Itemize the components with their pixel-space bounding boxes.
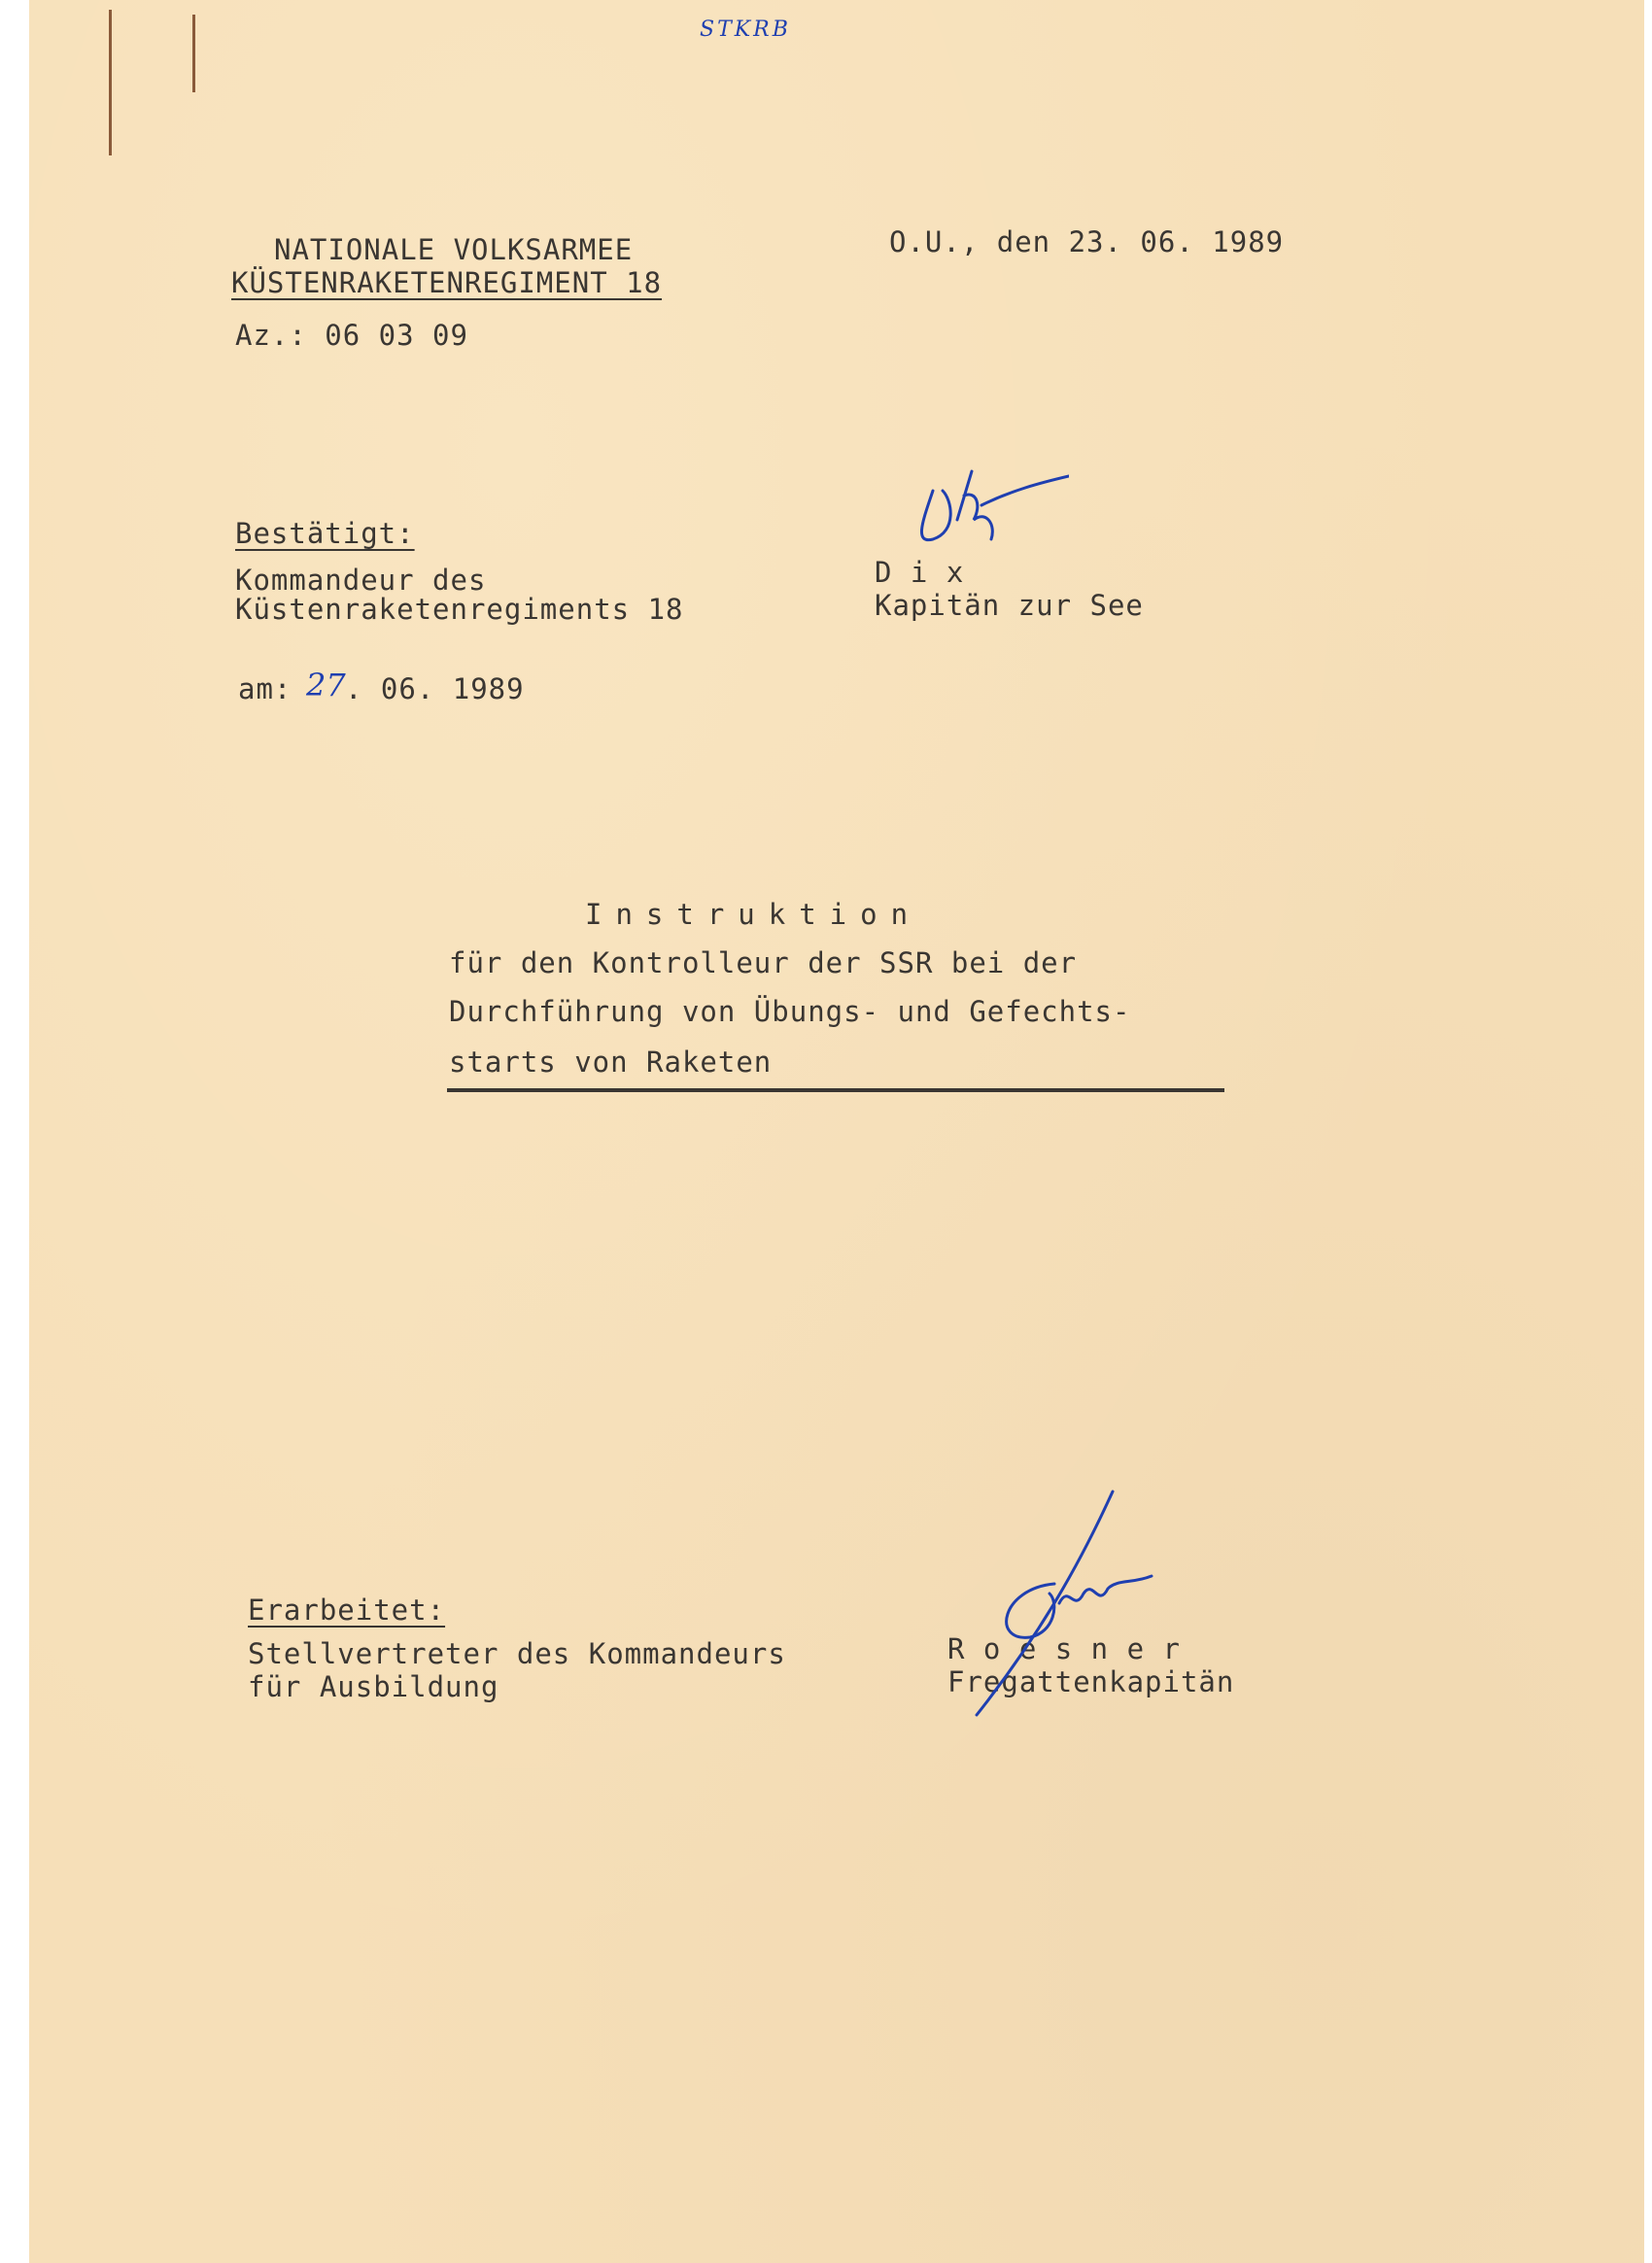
binding-mark-left [109, 10, 112, 155]
title-line3: starts von Raketen [449, 1046, 773, 1079]
title-line1: für den Kontrolleur der SSR bei der [449, 946, 1078, 979]
reference-number: Az.: 06 03 09 [235, 319, 468, 352]
prepared-name: R o e s n e r [947, 1632, 1181, 1665]
title-line2: Durchführung von Übungs- und Gefechts- [449, 995, 1131, 1028]
binding-mark-right [192, 15, 195, 92]
approval-signature [904, 462, 1069, 559]
approval-date-prefix: am: [238, 672, 293, 705]
approval-date-handwritten: 27 [306, 667, 346, 703]
prepared-role-line1: Stellvertreter des Kommandeurs [248, 1637, 786, 1670]
prepared-role-line2: für Ausbildung [248, 1670, 499, 1703]
org-line2: KÜSTENRAKETENREGIMENT 18 [231, 266, 663, 299]
prepared-rank: Fregattenkapitän [947, 1665, 1235, 1698]
approval-role-line1: Kommandeur des [235, 564, 487, 597]
org-line1: NATIONALE VOLKSARMEE [274, 233, 634, 266]
document-title: Instruktion [585, 898, 922, 931]
approval-role-line2: Küstenraketenregiments 18 [235, 593, 684, 626]
prepared-heading: Erarbeitet: [248, 1594, 446, 1627]
approval-heading: Bestätigt: [235, 517, 415, 550]
handwritten-top-note: STKRB [700, 17, 791, 42]
title-underline [447, 1088, 1224, 1092]
approval-date-rest: . 06. 1989 [345, 672, 525, 705]
document-page [29, 0, 1644, 2263]
place-date: O.U., den 23. 06. 1989 [889, 225, 1285, 258]
approval-rank: Kapitän zur See [875, 589, 1144, 622]
approval-name: D i x [875, 556, 965, 589]
prepared-signature [962, 1487, 1186, 1720]
